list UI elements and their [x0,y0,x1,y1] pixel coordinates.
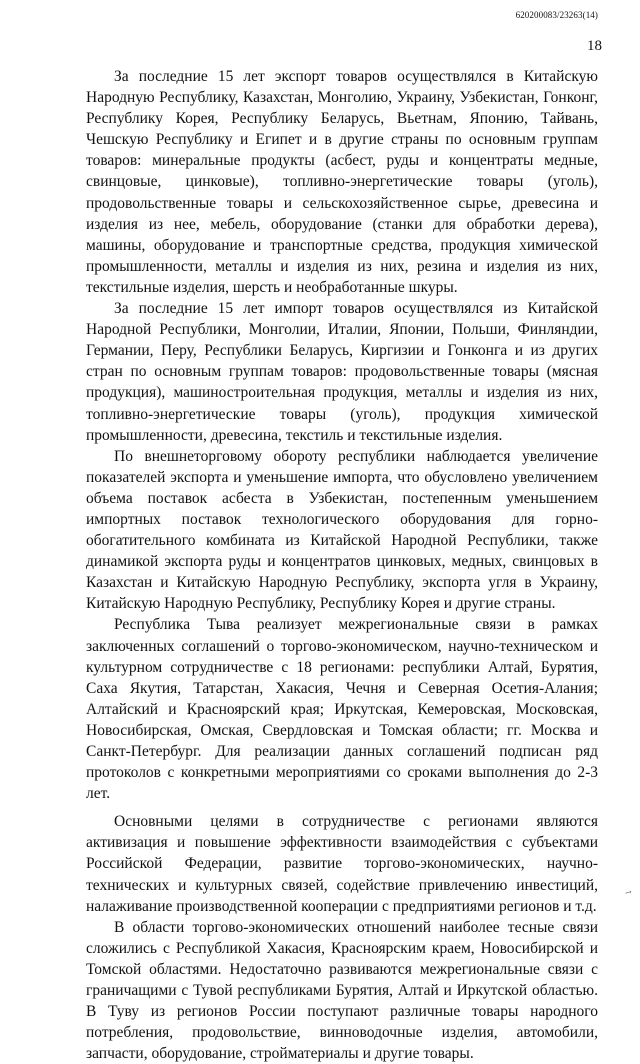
page-number: 18 [587,38,602,54]
paragraph-trade-relations: В области торгово-экономических отношений наиболее тесные связи сложились с Республикой Хакасия, Красноярским краем, Новосибирской и Томской областями. Недостаточно развиваются межрегиональные связи с граничащими с Тувой республиками Бурятия, Алтай и Иркутской областью. В Туву из регионов России поступают различные товары народного потребления, продовольствие, винноводочные изделия, автомобили, запчасти, оборудование, стройматериалы и другие товары. [86,918,598,1063]
paragraph-interregional-agreements: Республика Тыва реализует межрегиональные связи в рамках заключенных соглашений о торгово-экономическом, научно-техническом и культурном сотрудничестве с 18 регионами: республики Алтай, Бурятия, Саха Якутия, Татарстан, Хакасия, Чечня и Северная Осетия-Алания; Алтайский и Красноярский края; Иркутская, Кемеровская, Московская, Новосибирская, Омская, Свердловская и Томская области; гг. Москва и Санкт-Петербург. Для реализации данных соглашений подписан ряд протоколов с конкретными мероприятиями со сроками выполнения до 2-3 лет. [86,616,598,803]
paragraph-export: За последние 15 лет экспорт товаров осуществлялся в Китайскую Народную Республику, Казахстан, Монголию, Украину, Узбекистан, Гонконг, Республику Корея, Республику Беларусь, Вьетнам, Японию, Тайвань, Чешскую Республику и Египет и в другие страны по основным группам товаров: минеральные продукты (асбест, руды и концентраты медные, свинцовые, цинковые), топливно-энергетические товары (уголь), продовольственные товары и сельскохозяйственное сырье, древесина и изделия из нее, мебель, оборудование (станки для обработки дерева), машины, оборудование и транспортные средства, продукция химической промышленности, металлы и изделия из них, резина и изделия из них, текстильные изделия, шерсть и необработанные шкуры. [86,68,598,296]
document-code: 620200083/23263(14) [515,10,598,20]
paragraph-cooperation-goals: Основными целями в сотрудничестве с регионами являются активизация и повышение эффективности взаимодействия с субъектами Российской Федерации, развитие торгово-экономических, научно-технических и культурных связей, содействие привлечению инвестиций, налаживание производственной кооперации с предприятиями регионов и т.д. [86,813,598,915]
body-text [86,66,598,1064]
corner-arrow-icon: ↘ [623,887,635,898]
paragraph-import: За последние 15 лет импорт товаров осуществлялся из Китайской Народной Республики, Монголии, Италии, Японии, Польши, Финляндии, Германии, Перу, Республики Беларусь, Киргизии и Гонконга и из других стран по основным группам товаров: продовольственные товары (мясная продукция), машиностроительная продукция, металлы и изделия из них, топливно-энергетические товары (уголь), продукция химической промышленности, древесина, текстиль и текстильные изделия. [86,300,598,444]
paragraph-trade-turnover: По внешнеторговому обороту республики наблюдается увеличение показателей экспорта и уменьшение импорта, что обусловлено увеличением объема поставок асбеста в Узбекистан, постепенным уменьшением импортных поставок технологического оборудования для горно-обогатительного комбината из Китайской Народной Республики, также динамикой экспорта руды и концентратов цинковых, медных, свинцовых в Казахстан и Китайскую Народную Республику, экспорта угля в Украину, Китайскую Народную Республику, Республику Корея и другие страны. [86,447,598,613]
